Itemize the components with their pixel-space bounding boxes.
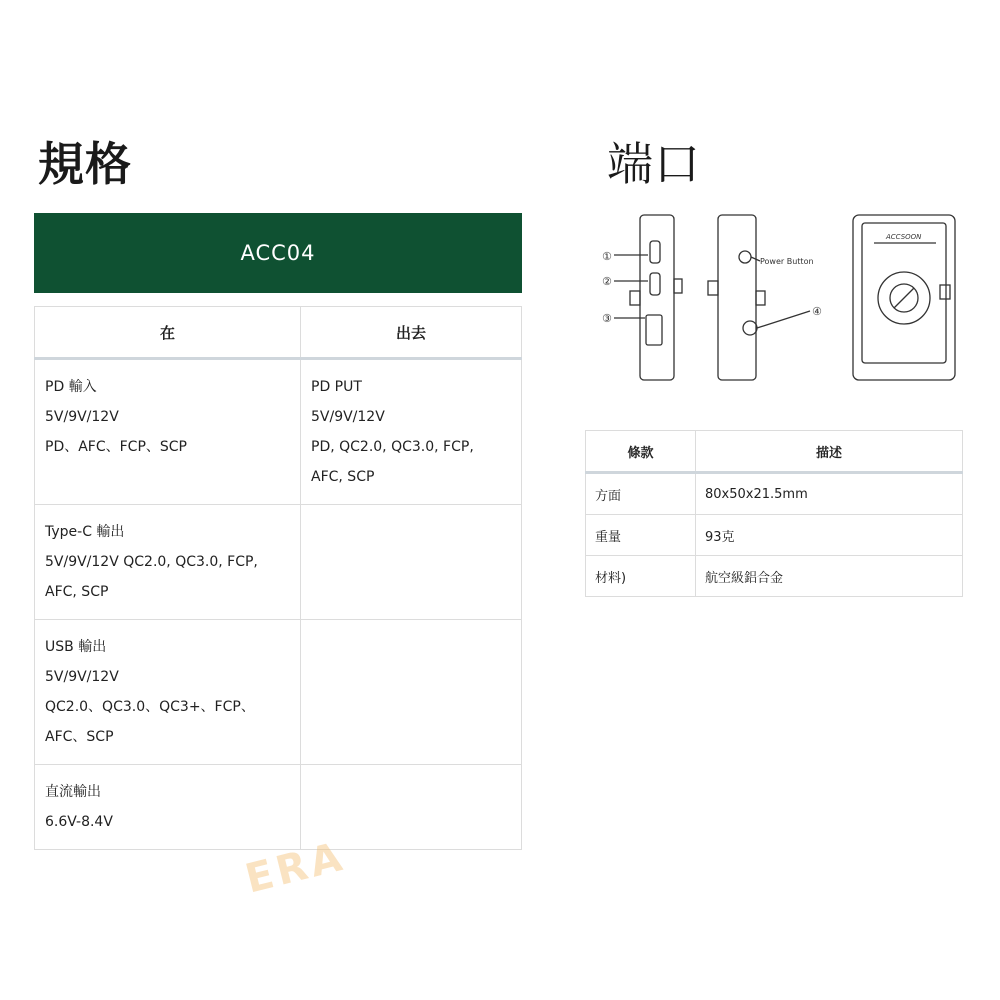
terms-body <box>586 473 963 597</box>
terms-row <box>586 473 963 515</box>
spec-header-row <box>35 307 522 359</box>
callout-3: ③ <box>602 312 612 325</box>
terms-row <box>586 556 963 597</box>
spec-line: PD PUT <box>311 379 362 395</box>
spec-row <box>35 505 522 620</box>
col-in-header: 在 <box>35 307 301 359</box>
spec-row <box>35 359 522 505</box>
spec-line: QC2.0、QC3.0、QC3+、FCP、 <box>45 699 255 715</box>
spec-line: 直流輸出 <box>45 784 101 800</box>
terms-row <box>586 515 963 556</box>
watermark: ERA <box>240 833 351 903</box>
power-button-label: Power Button <box>760 257 814 266</box>
spec-line: AFC, SCP <box>45 584 109 600</box>
terms-cell-term: 材料) <box>586 556 696 597</box>
spec-line: USB 輸出 <box>45 639 107 655</box>
spec-line: Type-C 輸出 <box>45 524 125 540</box>
callout-1: ① <box>602 250 612 263</box>
ports-diagram <box>600 205 960 395</box>
brand-logo: ACCSOON <box>886 233 922 241</box>
callout-4: ④ <box>812 305 822 318</box>
spec-line: 6.6V-8.4V <box>45 814 113 830</box>
terms-cell-desc: 航空級鋁合金 <box>696 556 963 597</box>
terms-cell-desc: 80x50x21.5mm <box>696 473 963 515</box>
callouts <box>602 250 822 325</box>
spec-body <box>35 359 522 850</box>
spec-line: PD 輸入 <box>45 379 97 395</box>
spec-line: PD、AFC、FCP、SCP <box>45 439 188 455</box>
ports-heading: 端口 <box>607 137 701 191</box>
terms-cell-desc: 93克 <box>696 515 963 556</box>
spec-heading: 規格 <box>38 137 132 191</box>
col-desc-header: 描述 <box>696 431 963 473</box>
spec-line: 5V/9V/12V <box>45 409 119 425</box>
spec-row <box>35 620 522 765</box>
spec-line: 5V/9V/12V QC2.0, QC3.0, FCP, <box>45 554 258 570</box>
spec-cell-out <box>301 505 522 620</box>
spec-line: PD, QC2.0, QC3.0, FCP, <box>311 439 474 455</box>
spec-line: 5V/9V/12V <box>311 409 385 425</box>
spec-line: 5V/9V/12V <box>45 669 119 685</box>
terms-cell-term: 重量 <box>586 515 696 556</box>
col-out-header: 出去 <box>301 307 522 359</box>
side-view-front <box>614 215 682 380</box>
model-banner <box>34 213 522 293</box>
model-name: ACC04 <box>240 241 316 265</box>
spec-cell-out <box>301 620 522 765</box>
spec-row <box>35 765 522 850</box>
terms-table <box>585 430 963 597</box>
spec-cell-in <box>35 620 301 765</box>
terms-cell-term: 方面 <box>586 473 696 515</box>
spec-line: AFC、SCP <box>45 729 114 745</box>
spec-cell-in <box>35 505 301 620</box>
spec-cell-in <box>35 765 301 850</box>
spec-line: AFC, SCP <box>311 469 375 485</box>
spec-cell-in <box>35 359 301 505</box>
spec-table <box>34 306 522 850</box>
terms-header-row <box>586 431 963 473</box>
spec-cell-out <box>301 359 522 505</box>
col-term-header: 條款 <box>586 431 696 473</box>
side-view-back <box>708 215 810 380</box>
callout-2: ② <box>602 275 612 288</box>
